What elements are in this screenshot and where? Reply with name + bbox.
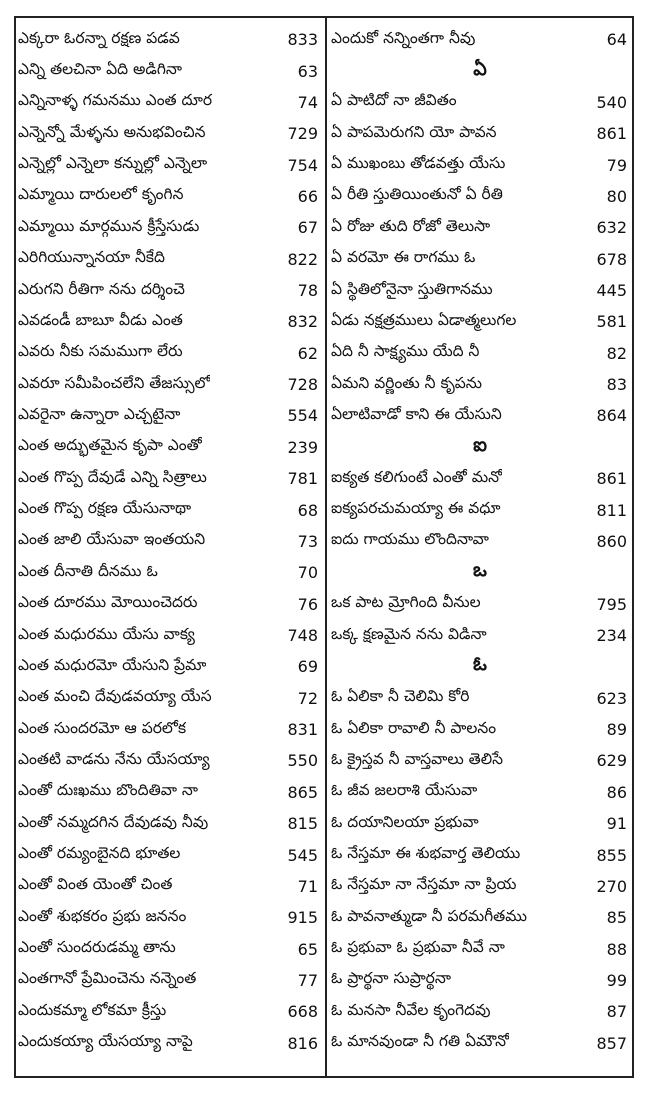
entry-page-number: 833 [287,30,318,50]
entry-title: ఎన్నెన్నో మేళ్ళను అనుభవించిన [18,122,206,141]
entry-page-number: 545 [287,845,318,865]
entry-page-number: 728 [287,375,318,395]
entry-title: ఎరుగని రీతిగా నను దర్శించె [18,279,185,298]
index-entry [18,777,320,808]
entry-title: ఎంత గొప్ప దేవుడే ఎన్ని సిత్రాలు [18,467,207,486]
index-entry [331,87,629,118]
entry-page-number: 62 [297,343,318,363]
entry-page-number: 861 [596,469,627,489]
entry-title: ఎమ్మాయి దారులలో కృంగిన [18,185,184,204]
entry-page-number: 729 [287,124,318,144]
index-entry [18,651,320,682]
column-divider [325,16,327,1078]
entry-title: ఏ పాపమెరుగని యో పావన [331,122,497,141]
entry-title: ఓ ప్రభువా ఓ ప్రభువా నీవే నా [331,938,505,957]
index-entry [18,1028,320,1059]
entry-title: ఓ జీవ జలరాశి యేసువా [331,781,478,800]
entry-title: ఓ క్రైస్తవ నీ వాస్తవాలు తెలిసే [331,749,503,768]
entry-title: ఎంత జాలి యేసువా ఇంతయని [18,530,206,549]
entry-title: ఎన్ని తలచినా ఏది అడిగినా [18,60,182,79]
entry-title: ఎవరు నీకు సమముగా లేరు [18,342,183,361]
entry-page-number: 832 [287,312,318,332]
index-entry [18,588,320,619]
entry-title: ఓ నేస్తమా ఈ శుభవార్త తెలియు [331,844,521,863]
entry-page-number: 781 [287,469,318,489]
index-entry [331,118,629,149]
index-entry [331,714,629,745]
entry-page-number: 554 [287,406,318,426]
index-entry [331,244,629,275]
index-entry [331,965,629,996]
index-entry [18,996,320,1027]
entry-title: ఓ దయానిలయా ప్రభువా [331,812,479,831]
index-entry [331,494,629,525]
entry-title: ఎంత అద్భుతమైన కృపా ఎంతో [18,436,202,455]
entry-title: ఏ రోజు తుది రోజో తెలుసా [331,216,491,235]
entry-title: ఒక పాట మ్రోగింది వీనుల [331,593,481,612]
index-entry [18,181,320,212]
index-entry [331,181,629,212]
entry-page-number: 86 [606,782,627,802]
entry-page-number: 795 [596,594,627,614]
entry-title: ఎంతగానో ప్రేమించెను నన్నెంత [18,969,197,988]
index-entry [18,244,320,275]
index-entry [18,118,320,149]
entry-title: ఐక్యపరచుమయ్యా ఈ వధూ [331,499,501,518]
entry-title: ఎంత గొప్ప రక్షణ యేసునాథా [18,499,192,518]
entry-page-number: 855 [596,845,627,865]
entry-page-number: 85 [606,908,627,928]
entry-page-number: 815 [287,814,318,834]
index-entry [18,24,320,55]
index-entry [18,965,320,996]
entry-title: ఎంత మంచి దేవుడవయ్యా యేస [18,687,212,706]
entry-page-number: 71 [297,876,318,896]
entry-title: ఒక్క క్షణమైన నను విడినా [331,624,487,643]
index-entry [18,87,320,118]
entry-title: ఏ రీతి స్తుతియింతునో ఏ రీతి [331,185,503,204]
index-entry [18,432,320,463]
entry-page-number: 754 [287,155,318,175]
entry-page-number: 811 [596,500,627,520]
entry-page-number: 623 [596,688,627,708]
entry-title: ఎమ్మాయి మార్గమున క్రీస్తేసుడు [18,216,200,235]
index-entry [18,933,320,964]
entry-page-number: 78 [297,281,318,301]
entry-page-number: 66 [297,186,318,206]
index-entry [18,871,320,902]
entry-page-number: 239 [287,437,318,457]
index-entry [331,871,629,902]
entry-page-number: 89 [606,720,627,740]
entry-title: ఏ వరమో ఈ రాగము ఓ [331,248,476,267]
entry-title: ఎంతో దుఃఖము బొందితివా నా [18,781,198,800]
entry-title: ఎందుకయ్యా యేసయ్యా నాపై [18,1032,193,1051]
entry-title: ఏడు నక్షత్రములు ఏడాత్మలుగల [331,310,517,329]
entry-title: ఎందుకమ్మా లోకమా క్రీస్తు [18,1000,167,1019]
entry-title: ఓ మానవుండా నీ గతి ఏమౌనో [331,1032,510,1051]
index-entry [331,745,629,776]
entry-title: ఓ నేస్తమా నా నేస్తమా నా ప్రియ [331,875,517,894]
entry-title: ఏలాటివాడో కాని ఈ యేసుని [331,404,502,423]
entry-title: ఎరిగియున్నానయా నీకేది [18,248,165,267]
index-entry [18,526,320,557]
entry-page-number: 816 [287,1033,318,1053]
entry-title: ఏ స్థితిలోనైనా స్తుతిగానము [331,279,493,298]
entry-page-number: 77 [297,970,318,990]
index-entry [18,683,320,714]
index-entry [331,24,629,55]
index-entry [331,338,629,369]
entry-page-number: 63 [297,61,318,81]
index-entry [18,494,320,525]
index-entry [18,808,320,839]
entry-title: ఎంతో నమ్మదగిన దేవుడవు నీవు [18,812,209,831]
index-entry [331,839,629,870]
entry-page-number: 76 [297,594,318,614]
index-entry [331,683,629,714]
entry-title: ఓ మనసా నీవేల కృంగెదవు [331,1000,491,1019]
entry-title: ఎంతో శుభకరం ప్రభు జననం [18,906,187,925]
entry-page-number: 91 [606,814,627,834]
entry-page-number: 73 [297,531,318,551]
entry-page-number: 831 [287,720,318,740]
entry-title: ఎంత దూరము మోయించెదరు [18,593,198,612]
entry-page-number: 72 [297,688,318,708]
entry-title: ఎంత మధురము యేసు వాక్య [18,624,195,643]
entry-title: ఎక్కరా ఓరన్నా రక్షణ పడవ [18,28,180,47]
index-entry [18,149,320,180]
entry-page-number: 822 [287,249,318,269]
entry-page-number: 915 [287,908,318,928]
entry-page-number: 99 [606,970,627,990]
entry-title: ఎంత సుందరమో ఆ పరలోక [18,718,187,737]
entry-title: ఏ పాటిదో నా జీవితం [331,91,457,110]
index-entry [331,777,629,808]
index-entry [18,839,320,870]
entry-title: ఎవరైనా ఉన్నారా ఎచ్చటైనా [18,404,181,423]
entry-page-number: 270 [596,876,627,896]
index-entry [331,526,629,557]
index-entry [331,588,629,619]
index-entry [18,306,320,337]
entry-title: ఎంతో వింత యెంతో చింత [18,875,173,894]
section-heading: ఓ [473,653,487,676]
entry-page-number: 550 [287,751,318,771]
entry-title: ఏ ముఖంబు తోడవత్తు యేసు [331,154,506,173]
entry-page-number: 445 [596,281,627,301]
entry-page-number: 67 [297,218,318,238]
entry-title: ఏమని వర్ణింతు నీ కృపను [331,373,483,392]
entry-page-number: 70 [297,563,318,583]
entry-page-number: 80 [606,186,627,206]
entry-page-number: 87 [606,1002,627,1022]
index-entry [331,463,629,494]
entry-title: ఎందుకో నన్నింతగా నీవు [331,28,476,47]
entry-page-number: 88 [606,939,627,959]
entry-title: ఎంతటి వాడను నేను యేసయ్యా [18,749,210,768]
entry-title: ఎంత మధురమో యేసుని ప్రేమా [18,655,207,674]
index-entry [18,275,320,306]
entry-title: ఓ ఏలికా నీ చెలిమి కోరి [331,687,470,706]
entry-page-number: 581 [596,312,627,332]
entry-page-number: 83 [606,375,627,395]
entry-page-number: 632 [596,218,627,238]
entry-page-number: 69 [297,657,318,677]
entry-title: ఓ ఏలికా రావాలి నీ పాలనం [331,718,497,737]
entry-title: ఎంతో రమ్యంబైనది భూతల [18,844,181,863]
entry-page-number: 865 [287,782,318,802]
entry-page-number: 540 [596,92,627,112]
index-entry [331,620,629,651]
index-entry [331,369,629,400]
index-entry [18,400,320,431]
entry-title: ఎన్నినాళ్ళ గమనము ఎంత దూర [18,91,213,110]
entry-page-number: 668 [287,1002,318,1022]
entry-page-number: 82 [606,343,627,363]
index-entry [18,55,320,86]
entry-page-number: 64 [606,30,627,50]
index-entry [18,714,320,745]
index-entry [331,149,629,180]
entry-page-number: 68 [297,500,318,520]
index-entry [18,902,320,933]
entry-page-number: 74 [297,92,318,112]
index-entry [18,620,320,651]
entry-page-number: 857 [596,1033,627,1053]
entry-title: ఎన్నెల్లో ఎన్నెలా కన్నుల్లో ఎన్నెలా [18,154,208,173]
index-column-left [18,24,320,1059]
index-entry [18,338,320,369]
entry-title: ఎంత దీనాతి దీనము ఓ [18,561,158,580]
entry-page-number: 629 [596,751,627,771]
entry-title: ఏది నీ సాక్ష్యము యేది నీ [331,342,480,361]
index-entry [18,745,320,776]
entry-page-number: 861 [596,124,627,144]
entry-title: ఎవడండీ బాబూ వీడు ఎంత [18,310,183,329]
index-entry [331,1028,629,1059]
entry-title: ఓ ప్రార్థనా సుప్రార్థనా [331,969,451,988]
entry-title: ఎవరూ సమీపించలేని తేజస్సులో [18,373,211,392]
index-entry [18,557,320,588]
entry-page-number: 860 [596,531,627,551]
index-entry [331,996,629,1027]
entry-page-number: 234 [596,626,627,645]
entry-title: ఐక్యత కలిగుంటే ఎంతో మనో [331,467,503,486]
index-entry [331,400,629,431]
section-heading: ఐ [473,433,487,456]
index-entry [18,369,320,400]
index-entry [331,902,629,933]
index-column-right [331,24,629,1059]
index-entry [331,212,629,243]
entry-page-number: 79 [606,155,627,175]
entry-page-number: 864 [596,406,627,426]
entry-title: ఓ పావనాత్ముడా నీ పరమగీతము [331,906,527,925]
index-entry [331,933,629,964]
index-entry [18,212,320,243]
index-entry [331,275,629,306]
entry-title: ఐదు గాయము లొందినావా [331,530,489,549]
section-heading: ఒ [473,559,487,582]
index-entry [331,306,629,337]
entry-title: ఎంతో సుందరుడమ్మ తాను [18,938,176,957]
entry-page-number: 65 [297,939,318,959]
index-entry [18,463,320,494]
section-heading: ఏ [473,57,487,80]
index-entry [331,808,629,839]
entry-page-number: 678 [596,249,627,269]
entry-page-number: 748 [287,626,318,645]
